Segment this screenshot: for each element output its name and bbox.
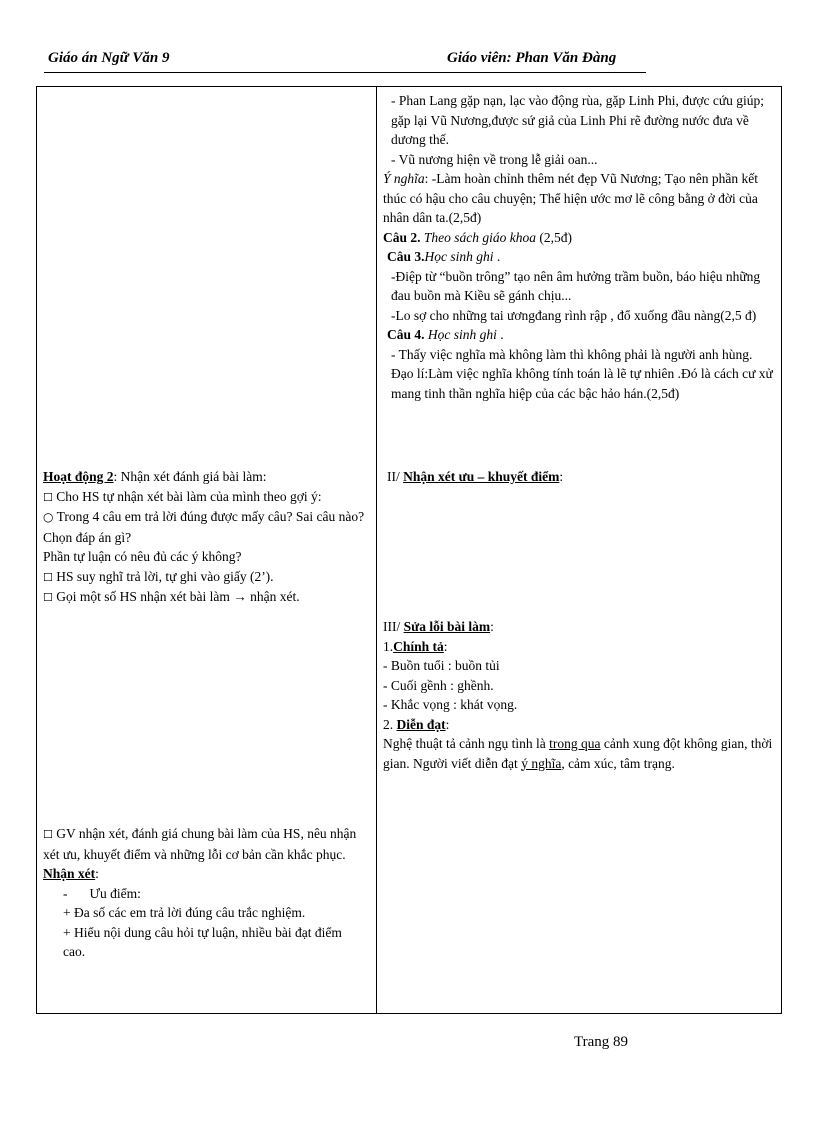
question-2: Câu 2. Theo sách giáo khoa (2,5đ) (383, 229, 573, 245)
answer-line: - Phan Lang gặp nạn, lạc vào động rùa, gặp Linh Phi, được cứu giúp; gặp lại Vũ Nương,được sứ giả của Linh Phi rẽ đường nước đưa về dương thế. (391, 93, 765, 147)
bullet-self-review: ☐ Cho HS tự nhận xét bài làm của mình theo gợi ý: (43, 488, 322, 504)
question-4: Câu 4. Học sinh ghi . (387, 327, 504, 342)
bullet-question: ○ Trong 4 câu em trả lời đúng được mấy câu? Sai câu nào? Chọn đáp án gì? (43, 509, 365, 545)
section-3-heading: III/ Sửa lỗi bài làm: (383, 619, 494, 634)
bullet-teacher-review: ☐ GV nhận xét, đánh giá chung bài làm của HS, nêu nhận xét ưu, khuyết điểm và những lỗi cơ bản cần khắc phục. (43, 826, 357, 862)
page-number: Trang 89 (574, 1034, 629, 1050)
answer-line: - Vũ nương hiện về trong lễ giải oan... (391, 151, 598, 167)
circle-bullet-icon: ○ (43, 510, 54, 524)
spelling-item: - Khắc vọng : khát vọng. (383, 697, 518, 712)
header-rule (44, 72, 646, 73)
lesson-table (36, 86, 782, 1014)
bullet-peer-review: ☐ Gọi một số HS nhận xét bài làm → nhận xét. (43, 589, 300, 604)
section-2-heading: II/ Nhận xét ưu – khuyết điểm: (387, 469, 564, 484)
right-block-corrections (383, 617, 775, 773)
strength-item: + Đa số các em trả lời đúng câu trắc nghiệm. (63, 905, 306, 920)
expression-paragraph: Nghệ thuật tả cảnh ngụ tình là trong qua cảnh xung đột không gian, thời gian. Người viết diễn đạt ý nghĩa, cảm xúc, tâm trạng. (383, 736, 773, 771)
left-block-activity (43, 467, 367, 608)
checkbox-bullet-icon: ☐ (43, 570, 53, 584)
review-heading: Nhận xét: (43, 866, 99, 881)
question-3: Câu 3.Học sinh ghi . (387, 249, 501, 264)
checkbox-bullet-icon: ☐ (43, 490, 53, 504)
activity-2-heading: Hoạt động 2: Nhận xét đánh giá bài làm: (43, 469, 267, 484)
right-block-answers (383, 91, 775, 403)
left-block-review (43, 824, 367, 962)
spelling-item: - Buồn tuổi : buồn tủi (383, 658, 500, 673)
answer-line: -Điệp từ “buồn trông” tạo nên âm hưởng trầm buồn, báo hiệu những đau buồn mà Kiều sẽ gánh chịu... (391, 268, 761, 303)
checkbox-bullet-icon: ☐ (43, 591, 53, 604)
meaning-paragraph: Ý nghĩa: -Làm hoàn chỉnh thêm nét đẹp Vũ Nương; Tạo nên phần kết thúc có hậu cho câu chuyện; Thể hiện ước mơ lẽ công bằng ở đời của nhân dân ta.(2,5đ) (383, 171, 759, 225)
strengths-label: - Ưu điểm: (63, 885, 141, 901)
checkbox-bullet-icon: ☐ (43, 828, 53, 841)
expression-heading: 2. Diễn đạt: (383, 716, 450, 732)
essay-question: Phần tự luận có nêu đủ các ý không? (43, 549, 242, 564)
header-right: Giáo viên: Phan Văn Đàng (447, 50, 617, 66)
bullet-hs-answer: ☐ HS suy nghĩ trả lời, tự ghi vào giấy (2’). (43, 568, 274, 584)
strength-item: + Hiểu nội dung câu hỏi tự luận, nhiều bài đạt điểm cao. (63, 924, 342, 959)
header-left: Giáo án Ngữ Văn 9 (48, 50, 170, 66)
answer-line: - Thấy việc nghĩa mà không làm thì không phải là người anh hùng. Đạo lí:Làm việc nghĩa không tính toán là lẽ tự nhiên .Đó là cách cư xử mang tinh thần nghĩa hiệp của các bậc hảo hán.(2,5đ) (391, 346, 773, 401)
column-divider (376, 87, 377, 1013)
arrow-right-icon: → (233, 589, 247, 604)
answer-line: -Lo sợ cho những tai ươngđang rình rập , đổ xuống đầu nàng(2,5 đ) (391, 307, 757, 323)
spelling-item: - Cuối gềnh : ghềnh. (383, 677, 494, 693)
spelling-heading: 1.Chính tả: (383, 638, 448, 654)
